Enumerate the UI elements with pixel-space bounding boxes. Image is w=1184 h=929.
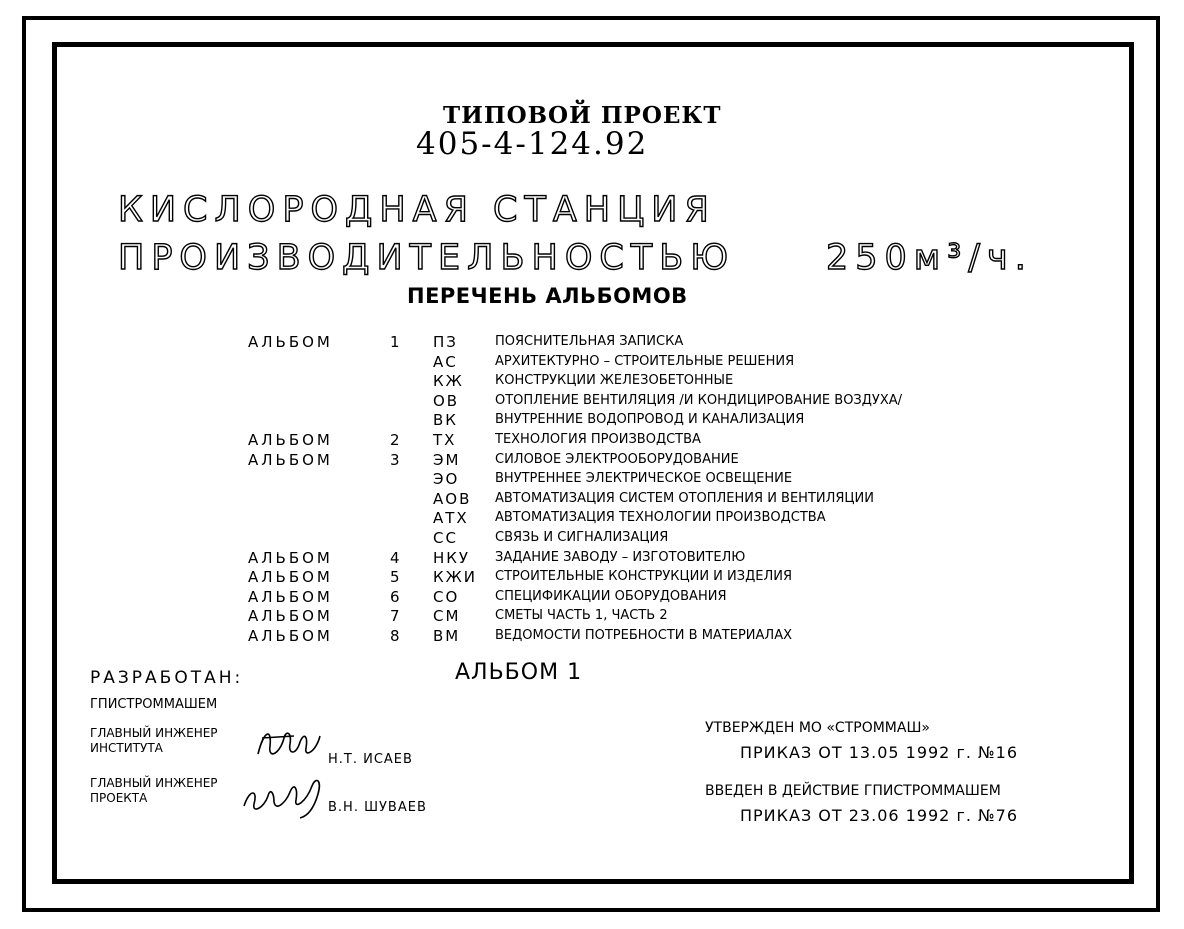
section-name: АВТОМАТИЗАЦИЯ СИСТЕМ ОТОПЛЕНИЯ И ВЕНТИЛЯЦИИ xyxy=(495,491,874,506)
section-name: СМЕТЫ ЧАСТЬ 1, ЧАСТЬ 2 xyxy=(495,608,668,623)
chief-institute-role xyxy=(90,726,218,756)
album-label: АЛЬБОМ xyxy=(248,588,333,606)
section-name: СТРОИТЕЛЬНЫЕ КОНСТРУКЦИИ И ИЗДЕЛИЯ xyxy=(495,569,792,584)
album-label: АЛЬБОМ xyxy=(248,607,333,625)
album-label: АЛЬБОМ xyxy=(248,333,333,351)
album-label: АЛЬБОМ xyxy=(248,431,333,449)
album-label: АЛЬБОМ xyxy=(248,549,333,567)
chief-project-role-line1: ГЛАВНЫЙ ИНЖЕНЕР xyxy=(90,776,218,790)
signature-isaev xyxy=(250,724,330,766)
section-name: СПЕЦИФИКАЦИИ ОБОРУДОВАНИЯ xyxy=(495,589,727,604)
section-code: АТХ xyxy=(433,509,469,527)
signature-shuvaev xyxy=(238,772,330,822)
section-name: КОНСТРУКЦИИ ЖЕЛЕЗОБЕТОННЫЕ xyxy=(495,373,734,388)
album-number: 5 xyxy=(390,568,400,586)
section-code: ОВ xyxy=(433,392,460,410)
section-code: СС xyxy=(433,529,458,547)
section-name: АРХИТЕКТУРНО – СТРОИТЕЛЬНЫЕ РЕШЕНИЯ xyxy=(495,354,795,369)
title-capacity: 250м³/ч. xyxy=(826,238,1033,278)
album-number: 3 xyxy=(390,451,400,469)
album-number: 4 xyxy=(390,549,400,567)
current-album: АЛЬБОМ 1 xyxy=(455,660,583,685)
section-code: КЖИ xyxy=(433,568,478,586)
section-code: ВМ xyxy=(433,627,461,645)
section-name: ВЕДОМОСТИ ПОТРЕБНОСТИ В МАТЕРИАЛАХ xyxy=(495,628,792,643)
developer-org: ГПИСТРОММАШЕМ xyxy=(90,697,218,712)
section-name: АВТОМАТИЗАЦИЯ ТЕХНОЛОГИИ ПРОИЗВОДСТВА xyxy=(495,510,826,525)
section-code: АС xyxy=(433,353,458,371)
album-number: 7 xyxy=(390,607,400,625)
section-name: СВЯЗЬ И СИГНАЛИЗАЦИЯ xyxy=(495,530,669,545)
album-number: 8 xyxy=(390,627,400,645)
enacted-by: ВВЕДЕН В ДЕЙСТВИЕ ГПИСТРОММАШЕМ xyxy=(705,783,1001,799)
section-code: ТХ xyxy=(433,431,457,449)
section-name: ПОЯСНИТЕЛЬНАЯ ЗАПИСКА xyxy=(495,334,684,349)
section-name: ВНУТРЕННЕЕ ЭЛЕКТРИЧЕСКОЕ ОСВЕЩЕНИЕ xyxy=(495,471,793,486)
album-number: 2 xyxy=(390,431,400,449)
album-label: АЛЬБОМ xyxy=(248,568,333,586)
chief-project-role xyxy=(90,776,218,806)
chief-institute-role-line1: ГЛАВНЫЙ ИНЖЕНЕР xyxy=(90,726,218,740)
project-number: 405-4-124.92 xyxy=(416,126,649,162)
chief-project-name: В.Н. ШУВАЕВ xyxy=(328,800,427,815)
section-name: ЗАДАНИЕ ЗАВОДУ – ИЗГОТОВИТЕЛЮ xyxy=(495,550,746,565)
album-list-heading: ПЕРЕЧЕНЬ АЛЬБОМОВ xyxy=(407,284,688,308)
enactment-order: ПРИКАЗ ОТ 23.06 1992 г. №76 xyxy=(740,806,1019,825)
section-code: ПЗ xyxy=(433,333,458,351)
developer-label: РАЗРАБОТАН: xyxy=(90,668,244,688)
chief-institute-role-line2: ИНСТИТУТА xyxy=(90,741,163,755)
section-code: СМ xyxy=(433,607,461,625)
title-line-1: КИСЛОРОДНАЯ СТАНЦИЯ xyxy=(118,190,716,230)
section-code: ЭМ xyxy=(433,451,461,469)
section-code: ВК xyxy=(433,411,458,429)
album-number: 6 xyxy=(390,588,400,606)
approval-order: ПРИКАЗ ОТ 13.05 1992 г. №16 xyxy=(740,743,1019,762)
album-number: 1 xyxy=(390,333,400,351)
section-name: ВНУТРЕННИЕ ВОДОПРОВОД И КАНАЛИЗАЦИЯ xyxy=(495,412,805,427)
chief-institute-name: Н.Т. ИСАЕВ xyxy=(328,752,413,767)
section-name: СИЛОВОЕ ЭЛЕКТРООБОРУДОВАНИЕ xyxy=(495,452,739,467)
section-name: ОТОПЛЕНИЕ ВЕНТИЛЯЦИЯ /И КОНДИЦИРОВАНИЕ ВОЗДУХА/ xyxy=(495,393,903,408)
album-label: АЛЬБОМ xyxy=(248,627,333,645)
section-name: ТЕХНОЛОГИЯ ПРОИЗВОДСТВА xyxy=(495,432,701,447)
approved-by: УТВЕРЖДЕН МО «СТРОММАШ» xyxy=(705,720,930,736)
title-line-2: ПРОИЗВОДИТЕЛЬНОСТЬЮ xyxy=(118,238,735,278)
section-code: КЖ xyxy=(433,372,464,390)
section-code: АОВ xyxy=(433,490,472,508)
section-code: ЭО xyxy=(433,470,460,488)
section-code: СО xyxy=(433,588,460,606)
chief-project-role-line2: ПРОЕКТА xyxy=(90,791,148,805)
album-label: АЛЬБОМ xyxy=(248,451,333,469)
project-caption: ТИПОВОЙ ПРОЕКТ xyxy=(443,102,722,129)
section-code: НКУ xyxy=(433,549,471,567)
